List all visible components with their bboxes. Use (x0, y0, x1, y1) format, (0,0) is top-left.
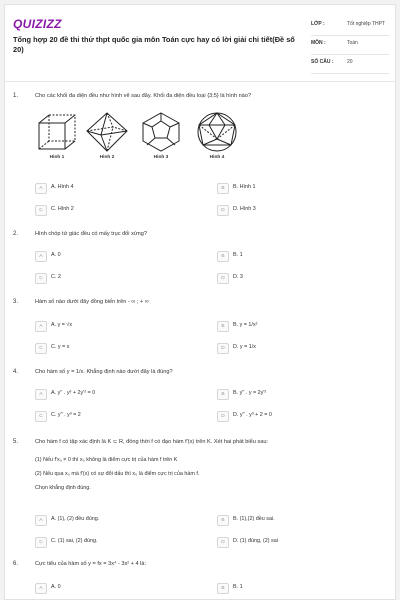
option-text: B. y = 1/x² (233, 322, 258, 328)
option-text: A. y'' . y³ + 2y'² = 0 (51, 390, 96, 396)
meta-value: 20 (347, 59, 353, 65)
option-letter: B (217, 583, 229, 594)
statement-1: (1) Nếu f'x₀ ≠ 0 thì x₀ không là điểm cực trị của hàm f trên K (35, 457, 178, 463)
meta-label: MÔN : (311, 40, 326, 46)
option-b[interactable] (217, 389, 377, 399)
option-letter: C (35, 537, 47, 548)
option-letter: A (35, 321, 47, 332)
question-text: Cho hàm f có tập xác định là K ⊂ R, đồng thời f có đạo hàm f'(x) trên K. Xét hai phát biểu sau: (35, 439, 268, 445)
option-text: A. (1), (2) đều đúng. (51, 516, 100, 522)
figure-caption: Hình 3 (153, 155, 169, 160)
figure-caption: Hình 2 (99, 155, 115, 160)
question-number: 3. (13, 299, 19, 305)
option-c[interactable] (35, 343, 195, 353)
question-number: 6. (13, 561, 19, 567)
question-text: Hình chóp tứ giác đều có mấy trục đối xứng? (35, 231, 147, 237)
question-number: 4. (13, 369, 19, 375)
option-a[interactable] (35, 583, 195, 593)
option-text: B. 1 (233, 252, 243, 258)
option-c[interactable] (35, 205, 195, 215)
worksheet-meta (311, 19, 389, 76)
meta-value: Toán (347, 40, 358, 46)
option-letter: D (217, 343, 229, 354)
option-text: D. y = 1/x (233, 344, 256, 350)
option-b[interactable] (217, 183, 377, 193)
question-text: Hàm số nào dưới đây đồng biến trên - ∞ ; + ∞ (35, 299, 149, 305)
cube-figure (35, 111, 79, 153)
question-number: 1. (13, 93, 19, 99)
option-letter: C (35, 205, 47, 216)
option-a[interactable] (35, 251, 195, 261)
worksheet-title: Tổng hợp 20 đề thi thử thpt quốc gia môn Toán cực hay có lời giải chi tiết(Đề số 20) (13, 35, 295, 54)
meta-label: SỐ CÂU : (311, 59, 334, 65)
option-d[interactable] (217, 343, 377, 353)
question-text: Cực tiểu của hàm số y = fx = 3x⁴ - 3x² + 4 là: (35, 561, 147, 567)
option-c[interactable] (35, 411, 195, 421)
worksheet-header (11, 13, 389, 77)
meta-row-subject (311, 38, 389, 55)
option-text: A. Hình 4 (51, 184, 74, 190)
worksheet-page (4, 4, 396, 600)
option-a[interactable] (35, 321, 195, 331)
figure-3 (139, 111, 183, 160)
option-b[interactable] (217, 515, 377, 525)
octahedron-figure (85, 111, 129, 153)
option-letter: B (217, 515, 229, 526)
option-letter: C (35, 411, 47, 422)
option-c[interactable] (35, 273, 195, 283)
option-text: D. y'' . y³ + 2 = 0 (233, 412, 272, 418)
quizizz-logo: QUIZIZZ (13, 17, 62, 31)
option-text: A. 0 (51, 252, 61, 258)
header-divider (5, 81, 396, 82)
option-text: C. (1) sai, (2) đúng. (51, 538, 98, 544)
statement-2: (2) Nếu qua x₀ mà f'(x) có sự đổi dấu thì x₀ là điểm cực trị của hàm f. (35, 471, 200, 477)
meta-value: Tốt nghiệp THPT (347, 21, 385, 27)
instruction-text: Chọn khẳng định đúng. (35, 485, 91, 491)
figure-4 (195, 111, 239, 160)
option-letter: B (217, 321, 229, 332)
option-d[interactable] (217, 411, 377, 421)
figure-caption: Hình 1 (49, 155, 65, 160)
option-letter: D (217, 537, 229, 548)
option-text: A. 0 (51, 584, 61, 590)
option-letter: D (217, 205, 229, 216)
option-text: B. Hình 1 (233, 184, 256, 190)
option-letter: B (217, 183, 229, 194)
option-a[interactable] (35, 389, 195, 399)
option-d[interactable] (217, 537, 377, 547)
icosahedron-figure (195, 111, 239, 153)
option-text: D. 3 (233, 274, 243, 280)
option-letter: B (217, 251, 229, 262)
meta-row-count (311, 57, 389, 74)
figure-1 (35, 111, 79, 160)
option-letter: A (35, 183, 47, 194)
option-a[interactable] (35, 183, 195, 193)
question-text: Cho các khối đa diện đều như hình vẽ sau đây. Khối đa diện đều loại {3;5} là hình nào? (35, 93, 252, 99)
option-d[interactable] (217, 273, 377, 283)
option-b[interactable] (217, 251, 377, 261)
meta-label: LỚP : (311, 21, 325, 27)
option-a[interactable] (35, 515, 195, 525)
option-text: D. Hình 3 (233, 206, 256, 212)
option-letter: D (217, 273, 229, 284)
option-c[interactable] (35, 537, 195, 547)
figure-caption: Hình 4 (209, 155, 225, 160)
option-letter: A (35, 515, 47, 526)
option-text: A. y = √x (51, 322, 73, 328)
option-letter: B (217, 389, 229, 400)
option-text: B. (1),(2) đều sai. (233, 516, 275, 522)
option-letter: A (35, 583, 47, 594)
option-text: C. Hình 2 (51, 206, 74, 212)
option-text: B. y'' . y = 2y'² (233, 390, 267, 396)
figure-2 (85, 111, 129, 160)
option-text: C. y = x (51, 344, 70, 350)
option-text: C. 2 (51, 274, 61, 280)
option-text: B. 1 (233, 584, 243, 590)
question-number: 2. (13, 231, 19, 237)
option-letter: A (35, 389, 47, 400)
option-letter: C (35, 273, 47, 284)
question-number: 5. (13, 439, 19, 445)
option-text: D. (1) đúng, (2) sai (233, 538, 278, 544)
polyhedra-figures (35, 111, 255, 163)
dodecahedron-figure (139, 111, 183, 153)
option-text: C. y'' . y³ = 2 (51, 412, 81, 418)
question-text: Cho hàm số y = 1/x. Khẳng định nào dưới đây là đúng? (35, 369, 173, 375)
meta-row-grade (311, 19, 389, 36)
option-letter: A (35, 251, 47, 262)
option-letter: D (217, 411, 229, 422)
option-d[interactable] (217, 205, 377, 215)
option-letter: C (35, 343, 47, 354)
option-b[interactable] (217, 321, 377, 331)
option-b[interactable] (217, 583, 377, 593)
